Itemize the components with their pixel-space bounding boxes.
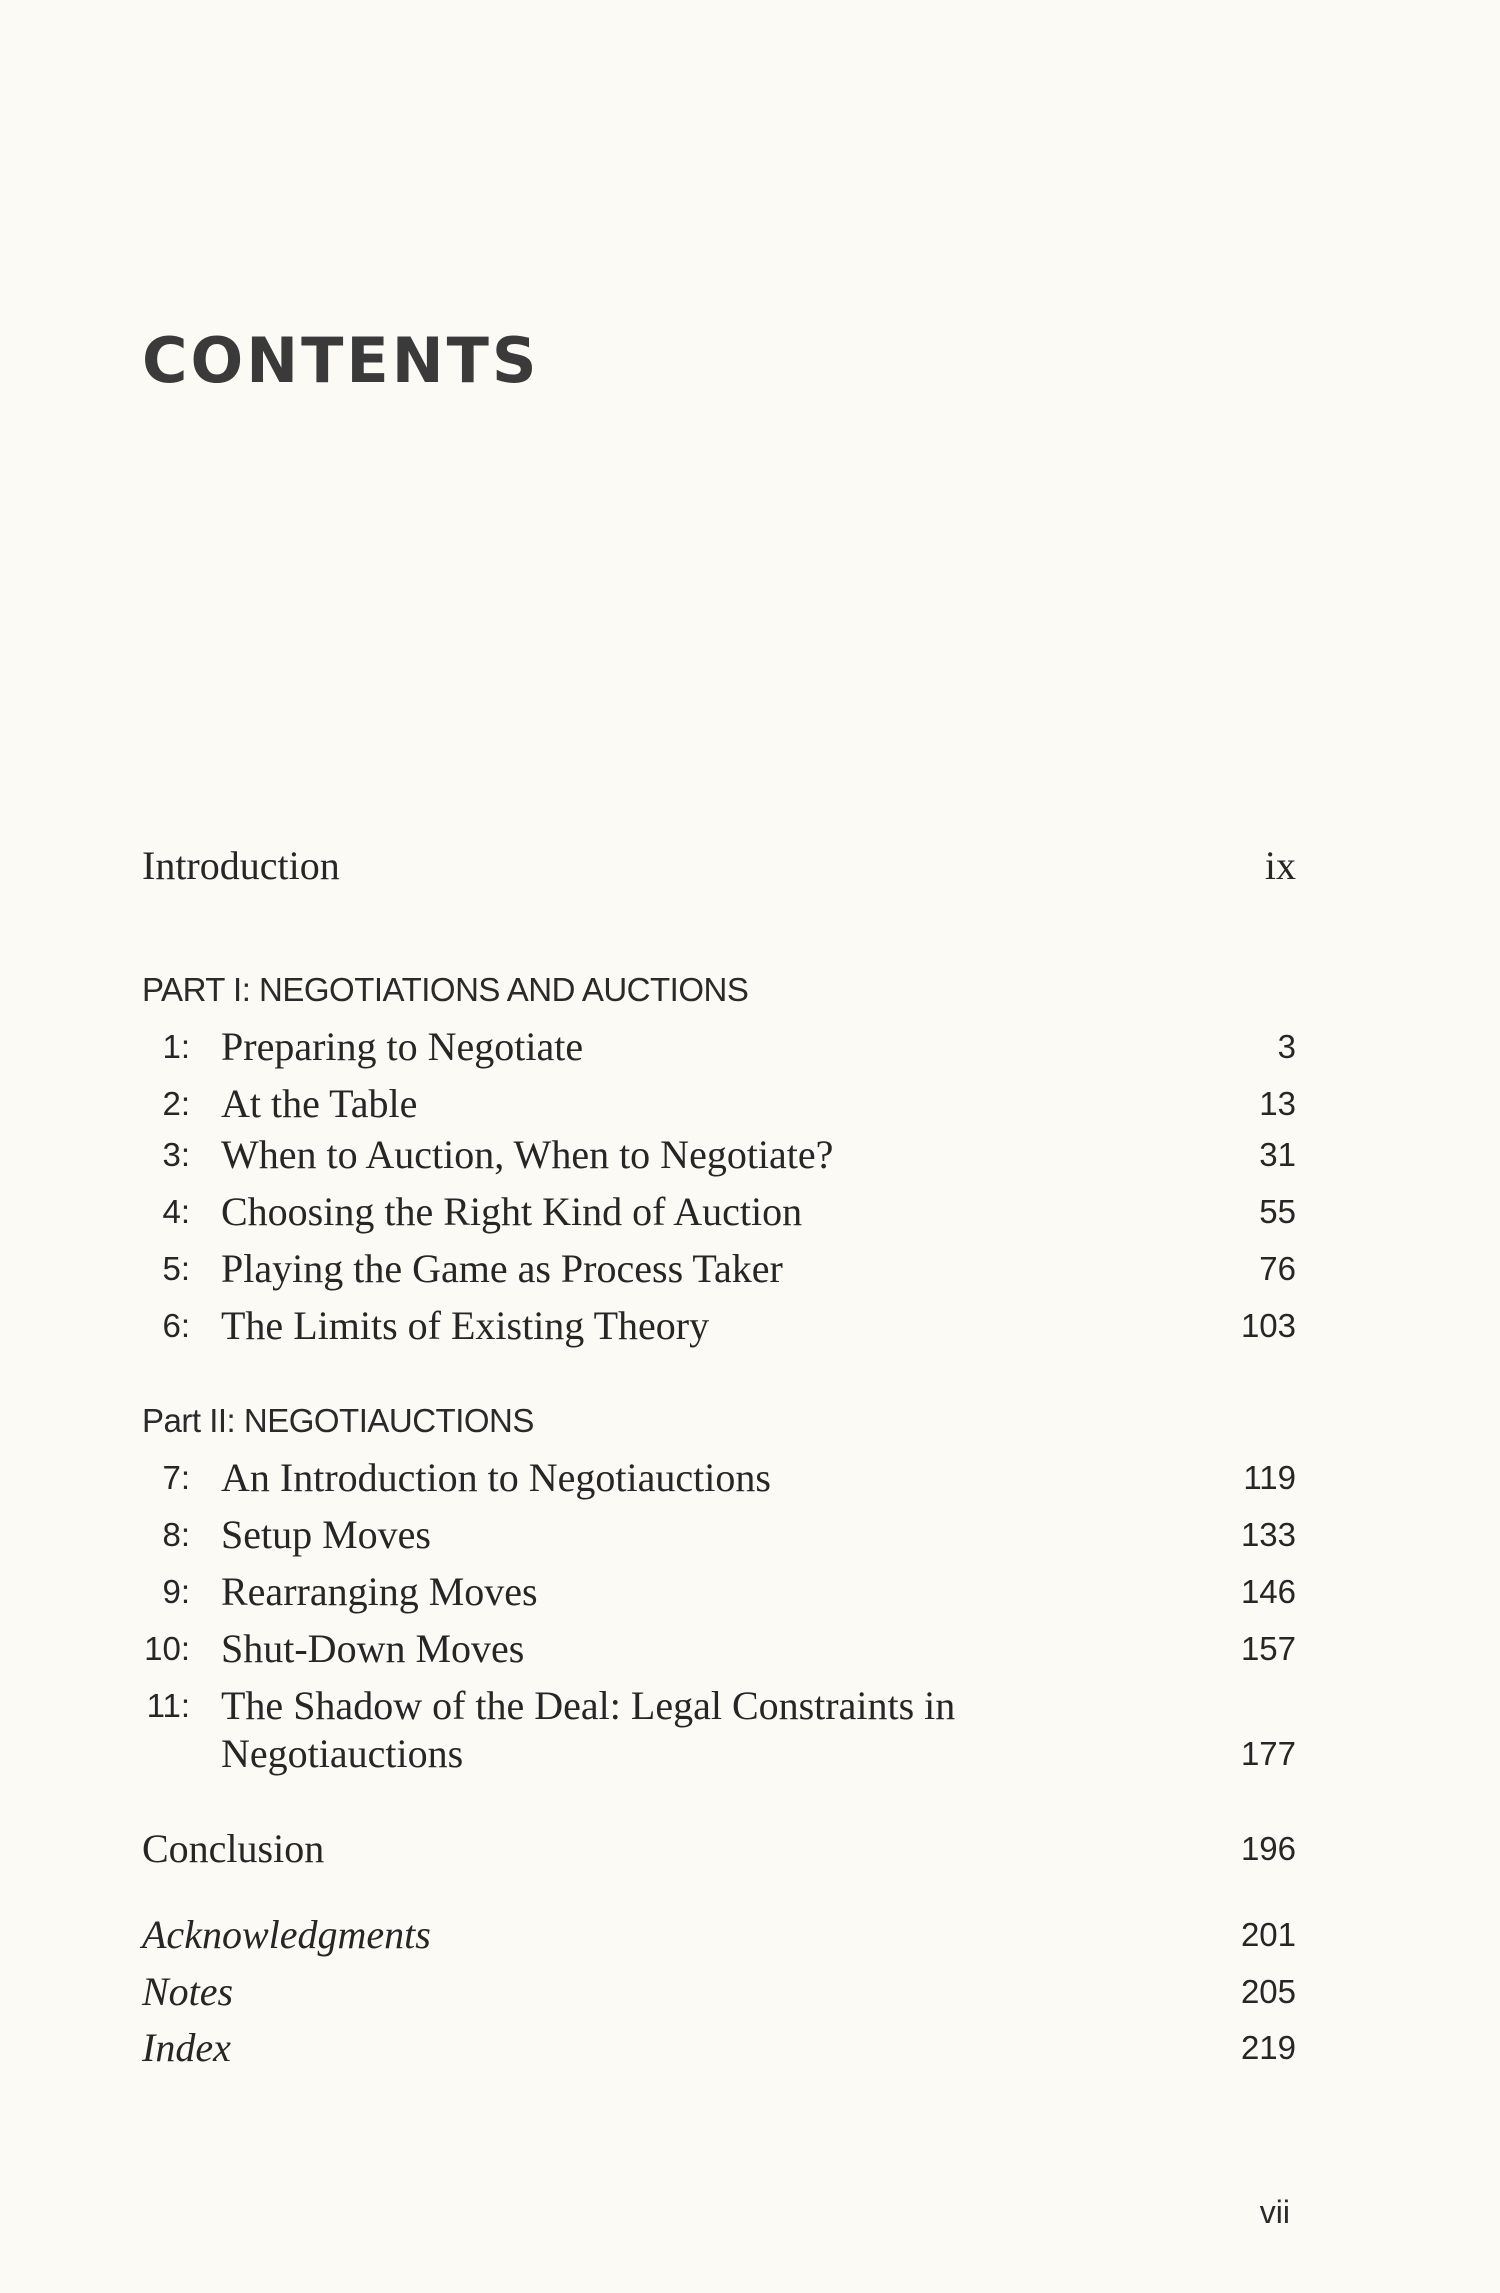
chapter-number: 10: <box>144 1630 190 1667</box>
chapter-number: 6: <box>162 1307 190 1344</box>
entry-page-number: 196 <box>1240 1830 1296 1867</box>
toc-entry-chapter[interactable] <box>142 1244 1296 1300</box>
toc-entry-chapter[interactable] <box>142 1079 1296 1135</box>
page-folio: vii <box>1259 2194 1290 2230</box>
toc-entry-chapter[interactable] <box>142 1510 1296 1566</box>
toc-entry-chapter[interactable] <box>142 1301 1296 1357</box>
toc-entry-notes[interactable] <box>142 1967 1296 2023</box>
chapter-title: The Limits of Existing Theory <box>221 1303 710 1348</box>
toc-entry-chapter[interactable] <box>142 1022 1296 1078</box>
chapter-title: Setup Moves <box>221 1512 431 1557</box>
chapter-title: Rearranging Moves <box>221 1569 538 1614</box>
chapter-number: 4: <box>162 1193 190 1230</box>
entry-page-number: 55 <box>1259 1193 1296 1230</box>
toc-entry-index[interactable] <box>142 2023 1296 2079</box>
chapter-title: An Introduction to Negotiauctions <box>221 1455 771 1500</box>
chapter-number: 8: <box>162 1516 190 1553</box>
page-title: CONTENTS <box>142 324 540 397</box>
entry-page-number: 146 <box>1240 1573 1296 1610</box>
entry-page-number: 76 <box>1259 1250 1296 1287</box>
entry-page-number: 157 <box>1240 1630 1296 1667</box>
entry-title: Index <box>142 2025 231 2070</box>
toc-entry-introduction[interactable] <box>142 841 1296 897</box>
chapter-number: 1: <box>162 1028 190 1065</box>
chapter-title: Shut-Down Moves <box>221 1626 525 1671</box>
chapter-title: When to Auction, When to Negotiate? <box>221 1132 834 1177</box>
toc-entry-acknowledgments[interactable] <box>142 1910 1296 1966</box>
entry-page-number: 103 <box>1240 1307 1296 1344</box>
toc-entry-chapter[interactable] <box>142 1130 1296 1186</box>
chapter-number: 3: <box>162 1136 190 1173</box>
chapter-number: 9: <box>162 1573 190 1610</box>
chapter-title: Choosing the Right Kind of Auction <box>221 1189 803 1234</box>
part-1-heading: PART I: NEGOTIATIONS AND AUCTIONS <box>142 971 749 1008</box>
part-2-heading: Part II: NEGOTIAUCTIONS <box>142 1402 534 1439</box>
entry-page-number: 31 <box>1259 1136 1296 1173</box>
toc-entry-chapter[interactable] <box>142 1567 1296 1623</box>
chapter-number: 7: <box>162 1459 190 1496</box>
chapter-title: At the Table <box>221 1081 418 1126</box>
entry-title: Acknowledgments <box>142 1912 431 1957</box>
toc-entry-chapter[interactable] <box>142 1453 1296 1509</box>
chapter-title-continued: Negotiauctions <box>221 1731 464 1776</box>
entry-title: Notes <box>142 1969 234 2014</box>
chapter-title: Playing the Game as Process Taker <box>221 1246 783 1291</box>
toc-entry-conclusion[interactable] <box>142 1824 1296 1880</box>
chapter-number: 2: <box>162 1085 190 1122</box>
entry-page-number: 119 <box>1243 1459 1296 1496</box>
entry-title: Conclusion <box>142 1826 325 1871</box>
toc-entry-chapter[interactable] <box>142 1187 1296 1243</box>
entry-page-number: 219 <box>1240 2029 1296 2066</box>
entry-page-number: 205 <box>1240 1973 1296 2010</box>
entry-page-number: 13 <box>1259 1085 1296 1122</box>
chapter-number: 11: <box>146 1687 190 1724</box>
entry-page-number: 3 <box>1277 1028 1296 1065</box>
chapter-title: Preparing to Negotiate <box>221 1024 584 1069</box>
entry-title: Introduction <box>142 843 340 888</box>
entry-page-number: 133 <box>1240 1516 1296 1553</box>
entry-page-number: 201 <box>1240 1916 1296 1953</box>
toc-entry-chapter[interactable] <box>142 1624 1296 1680</box>
chapter-number: 5: <box>162 1250 190 1287</box>
chapter-title: The Shadow of the Deal: Legal Constraints in <box>221 1683 956 1728</box>
entry-page-number: ix <box>1264 843 1296 888</box>
toc-entry-chapter[interactable] <box>142 1681 1296 1791</box>
entry-page-number: 177 <box>1240 1735 1296 1772</box>
